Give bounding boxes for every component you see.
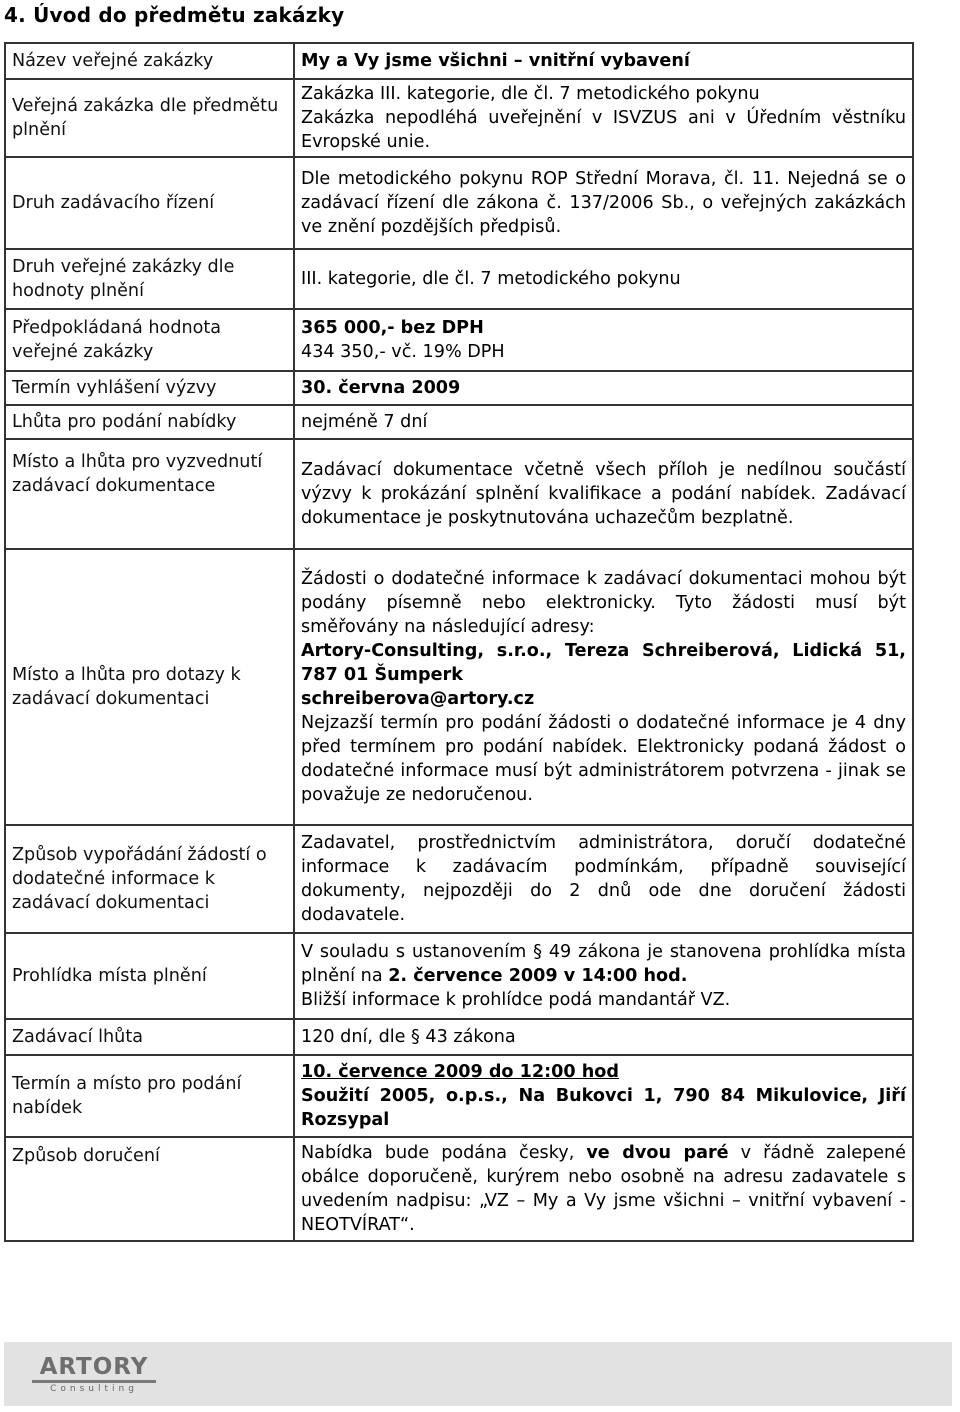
- documentation-pickup-value: Zadávací dokumentace včetně všech příloh je nedílnou součástí výzvy k prokázání splnění kvalifikace a podání nabídek. Zadávací dokumentace je poskytnutována uchazečům bezplatně.: [294, 439, 913, 549]
- table-row: [5, 933, 913, 1019]
- delivery-text-b: v řádně zalepené obálce doporučeně, kurýrem nebo osobně na adresu zadavatele s uvedením nadpisu: „VZ – My a Vy jsme všichni – vnitřní vybavení - NEOTVÍRAT“.: [301, 1143, 906, 1235]
- table-row: [5, 825, 913, 933]
- site-visit-info: Bližší informace k prohlídce podá mandantář VZ.: [301, 990, 731, 1010]
- delivery-method-value: [294, 1137, 913, 1241]
- questions-value: [294, 549, 913, 825]
- site-visit-value: [294, 933, 913, 1019]
- table-row: [5, 371, 913, 405]
- contact-email-link[interactable]: schreiberova@artory.cz: [301, 689, 535, 709]
- table-row: [5, 439, 913, 549]
- table-row: [5, 157, 913, 249]
- logo-wordmark: ARTORY: [32, 1354, 156, 1383]
- delivery-copies: ve dvou paré: [586, 1143, 729, 1163]
- logo-subtitle: Consulting: [50, 1384, 138, 1394]
- questions-deadline: Nejzazší termín pro podání žádosti o dodatečné informace je 4 dny před termínem pro podání nabídek. Elektronicky podaná žádost o dodatečné informace musí být administrátorem potvrzena - jinak se považuje ze nedoručenou.: [301, 713, 906, 805]
- estimated-value: [294, 309, 913, 371]
- table-row: [5, 309, 913, 371]
- site-visit-date: 2. července 2009 v 14:00 hod.: [388, 966, 688, 986]
- footer-bar: [4, 1342, 952, 1406]
- tender-category-value: III. kategorie, dle čl. 7 metodického pokynu: [294, 249, 913, 309]
- subject-value: [294, 79, 913, 157]
- artory-logo: [32, 1354, 156, 1394]
- tender-info-table: [4, 42, 914, 1242]
- row-label: Způsob doručení: [5, 1137, 294, 1241]
- subject-line-2: Zakázka nepodléhá uveřejnění v ISVZUS ani v Úředním věstníku Evropské unie.: [301, 108, 906, 152]
- contact-address: Artory-Consulting, s.r.o., Tereza Schreiberová, Lidická 51, 787 01 Šumperk: [301, 641, 906, 685]
- table-row: [5, 1137, 913, 1241]
- submission-place: Soužití 2005, o.p.s., Na Bukovci 1, 790 84 Mikulovice, Jiří Rozsypal: [301, 1086, 906, 1130]
- row-label: Místo a lhůta pro dotazy k zadávací dokumentaci: [5, 549, 294, 825]
- row-label: Zadávací lhůta: [5, 1019, 294, 1055]
- announcement-date-value: 30. června 2009: [294, 371, 913, 405]
- submission-value: [294, 1055, 913, 1137]
- tender-name-value: My a Vy jsme všichni – vnitřní vybavení: [294, 43, 913, 79]
- row-label: Druh zadávacího řízení: [5, 157, 294, 249]
- row-label: Způsob vypořádání žádostí o dodatečné informace k zadávací dokumentaci: [5, 825, 294, 933]
- row-label: Místo a lhůta pro vyzvednutí zadávací dokumentace: [5, 439, 294, 549]
- row-label: Předpokládaná hodnota veřejné zakázky: [5, 309, 294, 371]
- validity-period-value: 120 dní, dle § 43 zákona: [294, 1019, 913, 1055]
- table-row: [5, 1019, 913, 1055]
- row-label: Druh veřejné zakázky dle hodnoty plnění: [5, 249, 294, 309]
- value-without-vat: 365 000,- bez DPH: [301, 318, 484, 338]
- table-row: [5, 549, 913, 825]
- submission-date: 10. července 2009 do 12:00 hod: [301, 1062, 619, 1082]
- row-label: Veřejná zakázka dle předmětu plnění: [5, 79, 294, 157]
- row-label: Termín a místo pro podání nabídek: [5, 1055, 294, 1137]
- row-label: Lhůta pro podání nabídky: [5, 405, 294, 439]
- table-row: [5, 43, 913, 79]
- table-row: [5, 249, 913, 309]
- site-visit-text: V souladu s ustanovením § 49 zákona je stanovena prohlídka místa plnění na: [301, 942, 906, 986]
- answers-handling-value: Zadavatel, prostřednictvím administrátora, doručí dodatečné informace k zadávacím podmínkám, případně související dokumenty, nejpozději do 2 dnů ode dne doručení žádosti dodavatele.: [294, 825, 913, 933]
- value-with-vat: 434 350,- vč. 19% DPH: [301, 342, 505, 362]
- row-label: Prohlídka místa plnění: [5, 933, 294, 1019]
- row-label: Termín vyhlášení výzvy: [5, 371, 294, 405]
- table-row: [5, 405, 913, 439]
- section-heading: 4. Úvod do předmětu zakázky: [4, 3, 345, 27]
- subject-line-1: Zakázka III. kategorie, dle čl. 7 metodického pokynu: [301, 84, 760, 104]
- table-row: [5, 79, 913, 157]
- delivery-text-a: Nabídka bude podána česky,: [301, 1143, 587, 1163]
- procedure-type-value: Dle metodického pokynu ROP Střední Morava, čl. 11. Nejedná se o zadávací řízení dle zákona č. 137/2006 Sb., o veřejných zakázkách ve znění pozdějších předpisů.: [294, 157, 913, 249]
- row-label: Název veřejné zakázky: [5, 43, 294, 79]
- table-row: [5, 1055, 913, 1137]
- bid-deadline-value: nejméně 7 dní: [294, 405, 913, 439]
- questions-intro: Žádosti o dodatečné informace k zadávací dokumentaci mohou být podány písemně nebo elektronicky. Tyto žádosti musí být směřovány na následující adresy:: [301, 569, 906, 637]
